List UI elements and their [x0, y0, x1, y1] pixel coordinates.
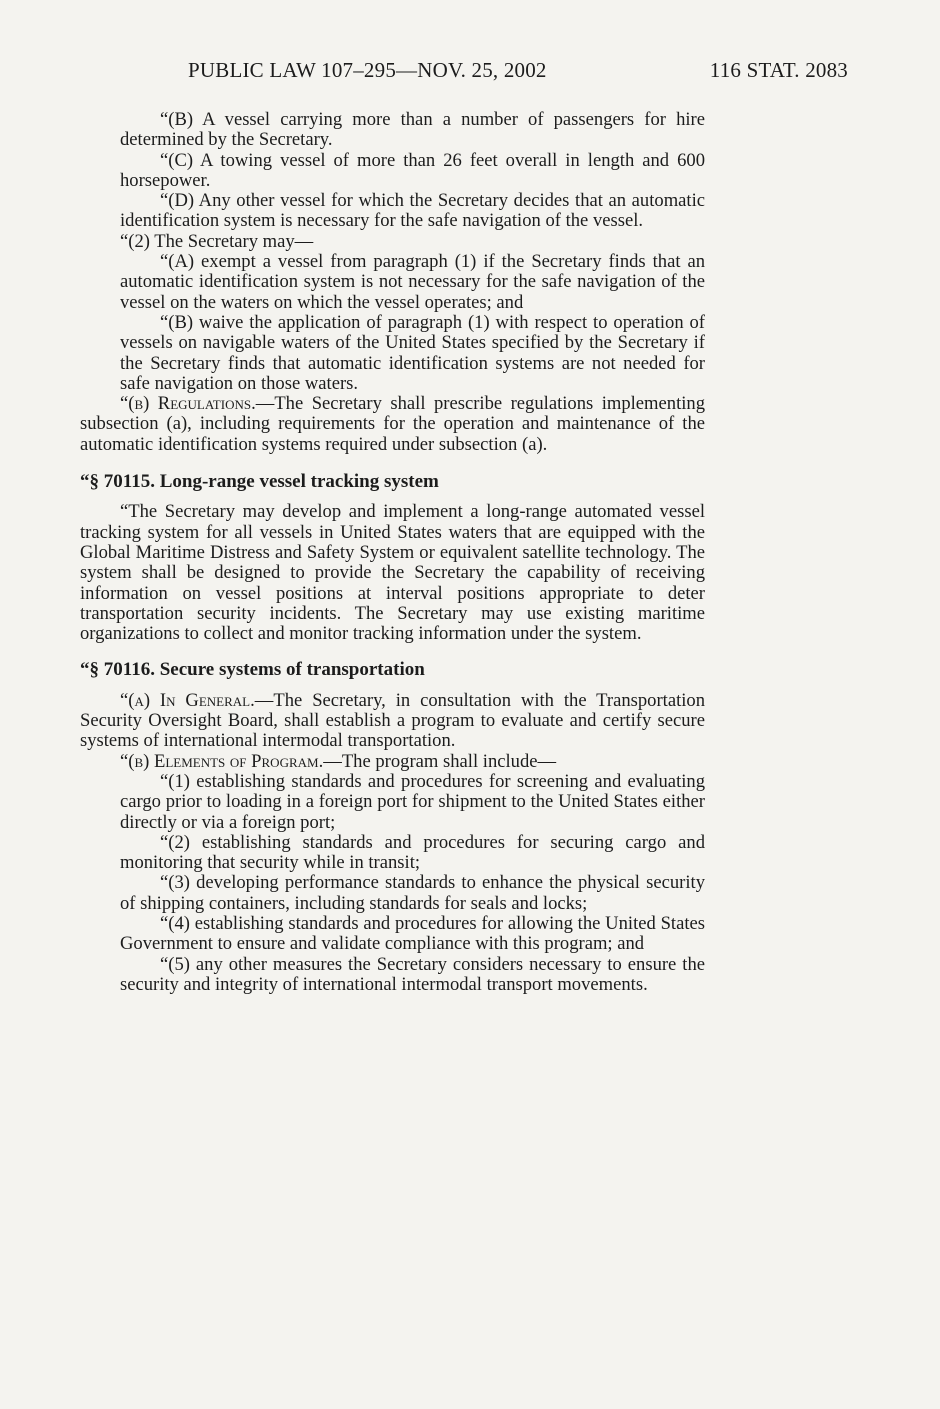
paragraph-2A: “(A) exempt a vessel from paragraph (1) if the Secretary finds that an automatic identification system is not necessary for the safe navigation of the vessel on the waters on which the vessel operates; and — [120, 251, 705, 313]
header-law-citation: PUBLIC LAW 107–295—NOV. 25, 2002 — [188, 58, 547, 82]
subsection-b-elements — [80, 752, 705, 772]
section-70116-heading: “§ 70116. Secure systems of transportation — [80, 659, 425, 681]
section-70115-text: “The Secretary may develop and implement a long-range automated vessel tracking system for all vessels in United States waters that are equipped with the Global Maritime Distress and Safety System or equivalent satellite technology. The system shall be designed to provide the Secretary the capability of receiving information on vessel positions at interval positions appropriate to deter transportation security incidents. The Secretary may use existing maritime organizations to collect and monitor tracking information under the system. — [80, 501, 705, 645]
paragraph-1C: “(C) A towing vessel of more than 26 feet overall in length and 600 horsepower. — [120, 149, 705, 191]
element-1: “(1) establishing standards and procedures for screening and evaluating cargo prior to loading in a foreign port for shipment to the United States either directly or via a foreign port; — [120, 770, 705, 833]
paragraph-2B: “(B) waive the application of paragraph (1) with respect to operation of vessels on navigable waters of the United States specified by the Secretary if the Secretary finds that automatic identification systems are not needed for safe navigation on those waters. — [120, 311, 705, 394]
paragraph-2: “(2) The Secretary may— — [120, 230, 314, 252]
paragraph-1B: “(B) A vessel carrying more than a number of passengers for hire determined by the Secretary. — [120, 109, 705, 151]
elements-label: “(b) Elements of Program. — [120, 750, 324, 772]
header-stat-page: 116 STAT. 2083 — [709, 58, 848, 82]
section-70115-heading: “§ 70115. Long-range vessel tracking system — [80, 471, 439, 493]
document-body — [80, 110, 705, 995]
element-4: “(4) establishing standards and procedures for allowing the United States Government to ensure and validate compliance with this program; and — [120, 912, 705, 955]
subsection-a-general — [80, 691, 705, 752]
elements-text: —The program shall include— — [323, 750, 557, 772]
element-3: “(3) developing performance standards to enhance the physical security of shipping containers, including standards for seals and locks; — [120, 872, 705, 914]
regulations-text: —The Secretary shall prescribe regulations implementing subsection (a), including requirements for the operation and maintenance of the automatic identification systems required under subsection (a). — [80, 393, 705, 455]
paragraph-1D: “(D) Any other vessel for which the Secretary decides that an automatic identification system is necessary for the safe navigation of the vessel. — [120, 190, 705, 232]
element-2: “(2) establishing standards and procedures for securing cargo and monitoring that security while in transit; — [120, 831, 705, 874]
subsection-b-regulations — [80, 394, 705, 455]
running-header — [188, 58, 848, 83]
general-text: —The Secretary, in consultation with the Transportation Security Oversight Board, shall establish a program to evaluate and certify secure systems of international intermodal transportation. — [80, 689, 705, 752]
regulations-label: “(b) Regulations. — [120, 393, 256, 415]
element-5: “(5) any other measures the Secretary considers necessary to ensure the security and integrity of international intermodal transport movements. — [120, 953, 705, 995]
general-label: “(a) In General. — [120, 689, 255, 711]
